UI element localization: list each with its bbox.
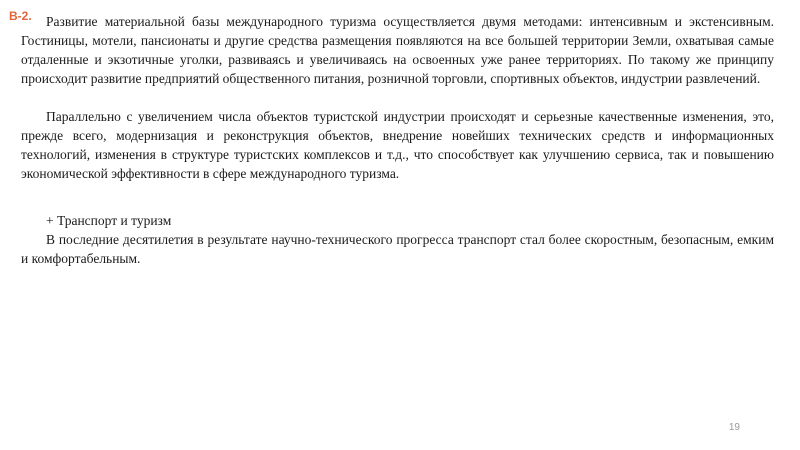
paragraph-spacer: [21, 183, 774, 211]
slide-body: [21, 12, 774, 268]
section-heading-transport: + Транспорт и туризм: [46, 213, 172, 228]
paragraph-spacer: [21, 88, 774, 107]
paragraph-transport: В последние десятилетия в результате научно-технического прогресса транспорт стал более скоростным, безопасным, емким и комфортабельным.: [21, 232, 774, 266]
slide-section-label: B-2.: [9, 9, 32, 23]
paragraph-qualitative-changes: Параллельно с увеличением числа объектов туристской индустрии происходят и серьезные качественные изменения, это, прежде всего, модернизация и реконструкция объектов, внедрение новейших технических средств и информационных технологий, изменения в структуре туристских комплексов и т.д., что способствует как улучшению сервиса, так и повышению экономической эффективности в сфере международного туризма.: [21, 109, 774, 181]
page-number: 19: [728, 422, 740, 433]
paragraph-material-base: Развитие материальной базы международного туризма осуществляется двумя методами: интенсивным и экстенсивным. Гостиницы, мотели, пансионаты и другие средства размещения появляются на все большей территории Земли, охватывая самые отдаленные и экзотичные уголки, развиваясь и увеличиваясь на освоенных уже ранее территориях. По такому же принципу происходит развитие предприятий общественного питания, розничной торговли, спортивных объектов, индустрии развлечений.: [21, 14, 774, 86]
